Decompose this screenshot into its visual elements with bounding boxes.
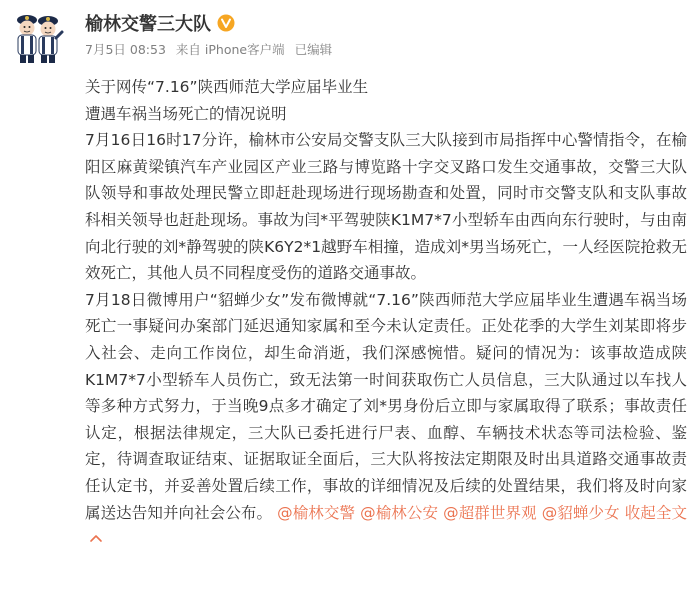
post-header	[85, 10, 690, 58]
post-time[interactable]: 7月5日 08:53	[85, 42, 166, 57]
collapse-label: 收起全文	[624, 503, 687, 522]
police-cartoon-avatar-icon	[8, 8, 66, 66]
post-paragraph-1: 7月16日16时17分许，榆林市公安局交警支队三大队接到市局指挥中心警情指令，在榆阳区麻黄梁镇汽车产业园区产业三路与博览路十字交叉路口发生交通事故，交警三大队队领导和事故处理民警立即赶赴现场进行现场勘查和处置，同时市交警支队和支队事故科相关领导也赶赴现场。事故为闫*平驾驶陕K1M7*7小型轿车由西向东行驶时，与由南向北行驶的刘*静驾驶的陕K6Y2*1越野车相撞，造成刘*男当场死亡，一人经医院抢救无效死亡，其他人员不同程度受伤的道路交通事故。	[85, 131, 687, 283]
account-name[interactable]: 榆林交警三大队	[85, 14, 211, 35]
post-source[interactable]: 来自 iPhone客户端	[175, 42, 285, 57]
mention-link[interactable]: @超群世界观	[443, 503, 537, 522]
avatar[interactable]	[8, 8, 66, 66]
post-paragraph-2	[85, 287, 687, 553]
post-title-line-1: 关于网传“7.16”陕西师范大学应届毕业生	[85, 78, 369, 96]
post-content	[85, 74, 687, 553]
mention-link[interactable]: @榆林公安	[360, 503, 439, 522]
mention-link[interactable]: @貂蝉少女	[541, 503, 620, 522]
post-meta	[85, 40, 690, 58]
name-row	[85, 10, 690, 36]
mention-link[interactable]: @榆林交警	[277, 503, 356, 522]
edited-label[interactable]: 已编辑	[294, 42, 333, 57]
chevron-up-icon	[89, 533, 103, 543]
verified-badge-icon[interactable]	[217, 14, 235, 32]
post-title-line-2: 遭遇车祸当场死亡的情况说明	[85, 104, 287, 123]
post-paragraph-2-text: 7月18日微博用户“貂蝉少女”发布微博就“7.16”陕西师范大学应届毕业生遭遇车祸当场死亡一事疑问办案部门延迟通知家属和至今未认定责任。正处花季的大学生刘某即将步入社会、走向工作岗位，却生命消逝，我们深感惋惜。疑问的情况为：该事故造成陕K1M7*7小型轿车人员伤亡，致无法第一时间获取伤亡人员信息，三大队通过以车找人等多种方式努力，于当晚9点多才确定了刘*男身份后立即与家属取得了联系；事故责任认定，根据法律规定，三大队已委托进行尸表、血醇、车辆技术状态等司法检验、鉴定，待调查取证结束、证据取证全面后，三大队将按法定期限及时出具道路交通事故责任认定书，并妥善处置后续工作，事故的详细情况及后续的处置结果，我们将及时向家属送达告知并向社会公布。	[85, 290, 687, 522]
